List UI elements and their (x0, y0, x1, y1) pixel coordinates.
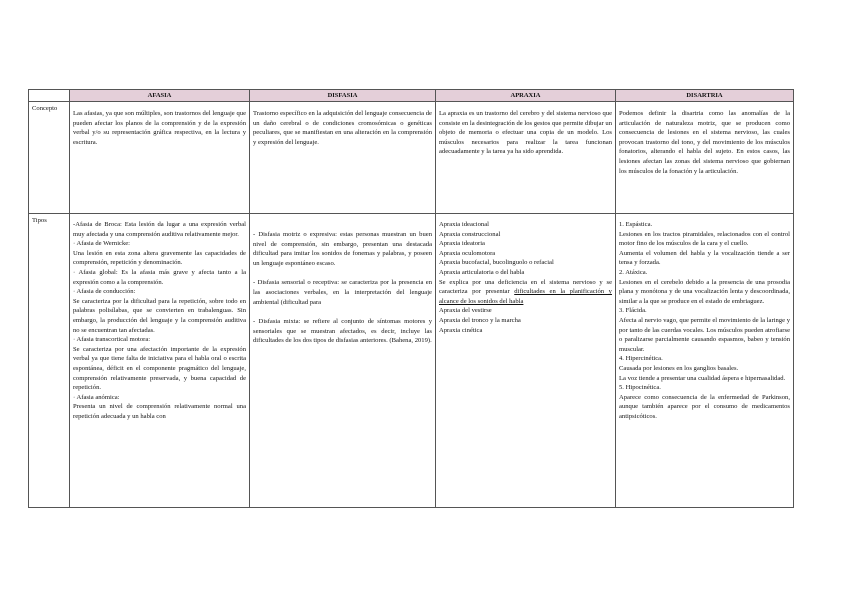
afasia-line: Se caracteriza por una afectación importante de la expresión verbal ya que tiene falta de iniciativa para el habla oral o escrita espontánea, déficit en el componente pragmático del lenguaje, comprensión relativamente preservada, y buena capacidad de repetición. (73, 345, 246, 392)
row-label-tipos: Tipos (29, 214, 70, 508)
disartria-line: Afecta al nervio vago, que permite el movimiento de la laringe y por tanto de las cuerdas vocales. Los músculos pueden atrofiarse o paralizarse parcialmente causando espasmos, babeo y tensión muscular. (619, 316, 790, 353)
concepto-disartria: Podemos definir la disartria como las anomalías de la articulación de naturaleza motriz, que se producen como consecuencia de lesiones en el sistema nervioso, las cuales provocan trastorno del tono, y del movimiento de los músculos fonatorios, alterando el habla del sujeto. En estos casos, las lesiones afectan las zonas del sistema nervioso que gobiernan los músculos de la fonación y la articulación. (616, 102, 794, 214)
disartria-line: Causada por lesiones en los ganglios basales. (619, 364, 739, 372)
disartria-line: Lesiones en el cerebelo debido a la presencia de una prosodia plana y monótona y de una vocalización lenta y descoordinada, similar a la que se produce en el estado de embriaguez. (619, 278, 790, 305)
concepto-afasia: Las afasias, ya que son múltiples, son trastornos del lenguaje que pueden afectar los planos de la comprensión y de la expresión verbal y/o su representación gráfica respectiva, en la lectura y escritura. (70, 102, 250, 214)
disartria-heading: 2. Atáxica. (619, 268, 648, 276)
tipos-afasia (70, 214, 250, 508)
apraxia-item: Apraxia del vestirse (439, 307, 492, 315)
apraxia-item: Apraxia bucofacial, bucolinguolo o refacial (439, 259, 554, 267)
apraxia-item: Apraxia del tronco y la marcha (439, 316, 521, 324)
tipos-disfasia (250, 214, 436, 508)
disartria-heading: 5. Hipocinética. (619, 384, 661, 392)
afasia-line: -Afasia de Broca: Esta lesión da lugar a una expresión verbal muy afectada y una comprensión auditiva relativamente mejor. (73, 221, 246, 238)
disartria-line: Aparece como consecuencia de la enfermedad de Parkinson, aunque también aparece por el consumo de medicamentos antipsicóticos. (619, 393, 790, 420)
disartria-heading: 1. Espástica. (619, 221, 653, 228)
header-afasia: AFASIA (70, 90, 250, 102)
apraxia-item: Apraxia oculomotora (439, 249, 496, 257)
apraxia-item: Apraxia cinética (439, 326, 483, 334)
afasia-line: · Afasia de Wernicke: (73, 240, 131, 248)
concepto-row (29, 102, 794, 214)
tipos-row (29, 214, 794, 508)
apraxia-explanation-underlined: dificultades en la planificación y alcance de los sonidos del habla (439, 288, 612, 305)
apraxia-explanation (439, 278, 612, 307)
header-disfasia: DISFASIA (250, 90, 436, 102)
afasia-line: · Afasia anómica: (73, 393, 120, 401)
apraxia-item: Apraxia ideatoria (439, 240, 485, 248)
afasia-line: · Afasia global: Es la afasia más grave y afecta tanto a la expresión como a la comprensión. (73, 268, 246, 286)
afasia-line: Una lesión en esta zona altera gravemente las capacidades de comprensión, repetición y denominación. (73, 249, 246, 267)
afasia-line: · Afasia transcortical motora: (73, 336, 151, 344)
header-disartria: DISARTRIA (616, 90, 794, 102)
corner-cell (29, 90, 70, 102)
afasia-line: Se caracteriza por la dificultad para la repetición, sobre todo en palabras polisílabas, que se convierten en trabalenguas. Sin embargo, la producción del lenguaje y la comprensión auditiva no se encuentran tan afectadas. (73, 297, 246, 334)
apraxia-item: Apraxia articulatoria o del habla (439, 268, 525, 276)
disfasia-type: - Disfasia motriz o expresiva: estas personas muestran un buen nivel de comprensión, sin embargo, presentan una destacada dificultad para imitar los sonidos de fonemas y palabras, y poseen un lenguaje espontáneo escaso. (253, 231, 432, 267)
comparison-table (28, 89, 794, 508)
disfasia-type: - Disfasia sensorial o receptiva: se caracteriza por la presencia en las asociaciones verbales, en la interpretación del lenguaje ambiental (dificultad para (253, 279, 432, 306)
disartria-heading: 4. Hipercinética. (619, 355, 663, 363)
concepto-disfasia: Trastorno específico en la adquisición del lenguaje consecuencia de un daño cerebral o de condiciones cromosómicas o genéticas peculiares, que se manifiestan en una alteración en la comprensión y expresión del lenguaje. (250, 102, 436, 214)
disartria-line: La voz tiende a presentar una cualidad áspera e hipernasalidad. (619, 374, 786, 382)
disfasia-type: - Disfasia mixta: se refiere al conjunto de síntomas motores y sensoriales que se muestran afectados, es decir, incluye las dificultades de los dos tipos de disfasias anteriores. (Bahena, 2019). (253, 318, 432, 345)
apraxia-item: Apraxia ideacional (439, 221, 489, 228)
disartria-line: Lesiones en los tractos piramidales, relacionados con el control motor fino de los músculos de la cara y el cuello. (619, 230, 790, 248)
row-label-concepto: Concepto (29, 102, 70, 214)
disartria-line: Aumenta el volumen del habla y la vocalización tiende a ser tensa y forzada. (619, 249, 790, 267)
apraxia-item: Apraxia construccional (439, 230, 501, 238)
header-apraxia: APRAXIA (436, 90, 616, 102)
apraxia-explanation-text: Se explica por una deficiencia en el sistema nervioso y se caracteriza por presentar (439, 278, 612, 296)
concepto-apraxia: La apraxia es un trastorno del cerebro y del sistema nervioso que consiste en la desintegración de los gestos que permite dibujar un objeto de memoria o efectuar una copia de un modelo. Los músculos necesarios para realizar la tarea funcionan adecuadamente y la tarea ya ha sido aprendida. (436, 102, 616, 214)
disartria-heading: 3. Flácida. (619, 307, 647, 315)
afasia-line: Presenta un nivel de comprensión relativamente normal una repetición adecuada y un habla con (73, 403, 246, 420)
tipos-disartria (616, 214, 794, 508)
afasia-line: · Afasia de conducción: (73, 288, 136, 296)
header-row (29, 90, 794, 102)
tipos-apraxia (436, 214, 616, 508)
